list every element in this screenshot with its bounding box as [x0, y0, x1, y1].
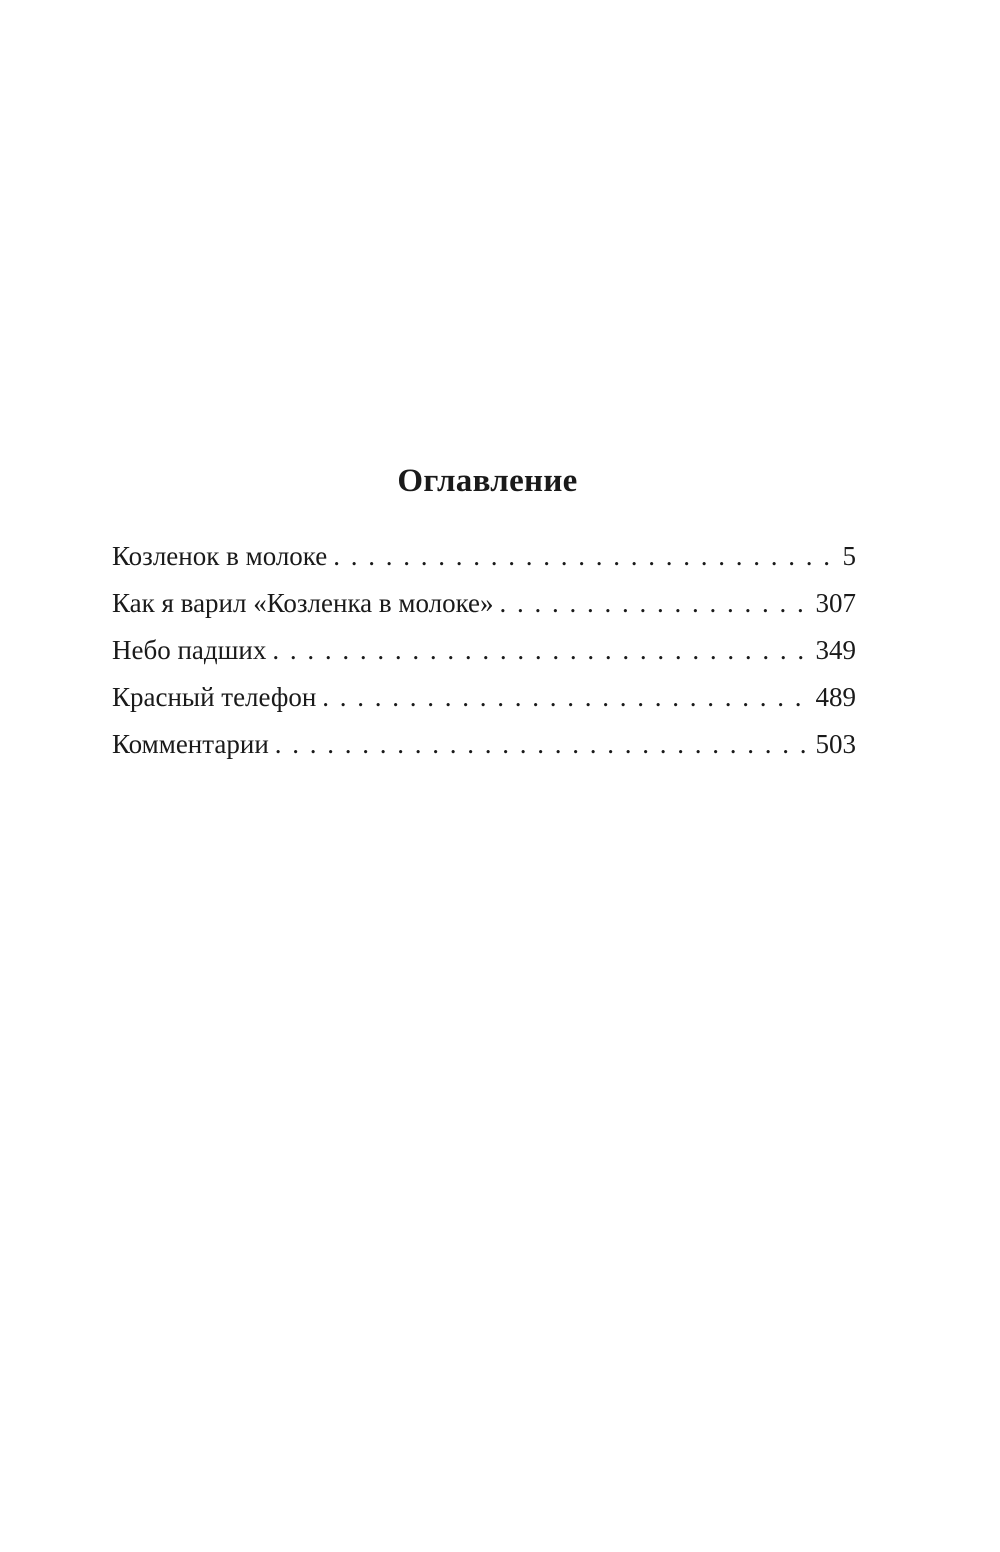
toc-entry-page: 307 [815, 588, 856, 618]
toc-entry [112, 533, 856, 580]
dot-leader [327, 533, 840, 580]
dot-leader [316, 674, 813, 721]
toc-entry-label: Небо падших [112, 635, 267, 665]
toc-entry-page: 489 [815, 682, 856, 712]
toc-entry-label: Козленок в молоке [112, 541, 328, 571]
toc-entry [112, 627, 856, 674]
toc-entry-label: Как я варил «Козленка в молоке» [112, 588, 494, 618]
dot-leader [494, 580, 814, 627]
dot-leader [266, 627, 813, 674]
toc-entry-page: 349 [815, 635, 856, 665]
toc-entry-label: Красный телефон [112, 682, 317, 712]
toc-list [112, 533, 856, 768]
toc-entry [112, 721, 856, 768]
toc-entry-page: 503 [815, 729, 856, 759]
dot-leader [269, 721, 814, 768]
toc-entry-page: 5 [842, 541, 856, 571]
toc-title: Оглавление [397, 463, 578, 499]
toc-entry [112, 580, 856, 627]
toc-entry [112, 674, 856, 721]
toc-entry-label: Комментарии [112, 729, 269, 759]
